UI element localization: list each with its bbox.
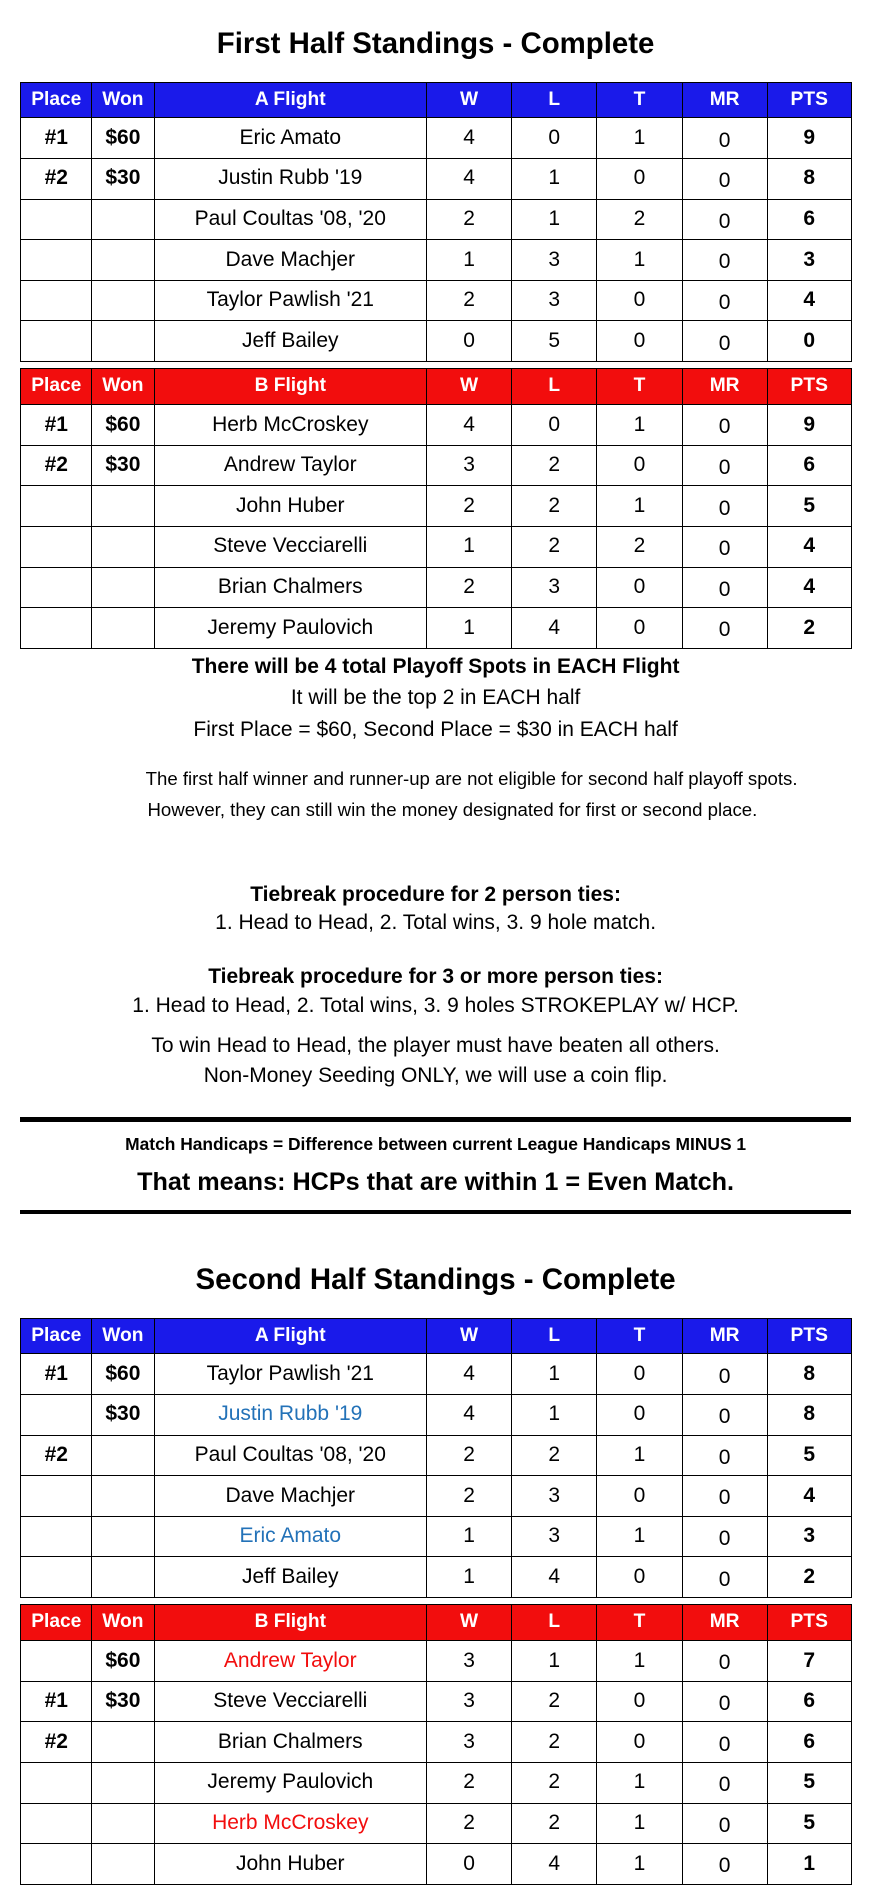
name-cell: Jeremy Paulovich <box>154 1762 426 1803</box>
w-cell: 4 <box>426 1354 511 1395</box>
mr-cell: 0 <box>682 486 767 527</box>
l-cell: 1 <box>512 158 597 199</box>
playoff-line-2: First Place = $60, Second Place = $30 in EACH half <box>193 717 678 741</box>
table-row <box>21 199 851 240</box>
w-cell: 3 <box>426 1681 511 1722</box>
t-cell: 1 <box>597 405 682 446</box>
name-cell: Jeremy Paulovich <box>154 608 426 649</box>
playoff-heading: There will be 4 total Playoff Spots in EACH Flight <box>191 655 680 679</box>
t-cell: 0 <box>597 445 682 486</box>
t-cell: 0 <box>597 1722 682 1763</box>
t-cell: 1 <box>597 1641 682 1682</box>
pts-cell: 9 <box>767 405 851 446</box>
t-cell: 0 <box>597 1354 682 1395</box>
l-cell: 0 <box>512 118 597 159</box>
name-cell: Dave Machjer <box>154 1476 426 1517</box>
place-cell <box>21 199 92 240</box>
first-half-b-flight-table <box>20 368 851 648</box>
l-cell: 5 <box>512 321 597 362</box>
name-cell: Justin Rubb '19 <box>154 158 426 199</box>
w-cell: 2 <box>426 486 511 527</box>
place-cell <box>21 1641 92 1682</box>
table-row <box>21 1681 851 1722</box>
pts-cell: 8 <box>767 1354 851 1395</box>
pts-cell: 8 <box>767 1394 851 1435</box>
pts-cell: 3 <box>767 1516 851 1557</box>
l-cell: 4 <box>512 1557 597 1598</box>
l-cell: 2 <box>512 486 597 527</box>
place-cell <box>21 567 92 608</box>
first-half-title: First Half Standings - Complete <box>216 27 655 61</box>
eligibility-line-2: However, they can still win the money designated for first or second place. <box>147 799 758 821</box>
t-cell: 1 <box>597 1844 682 1885</box>
t-header: T <box>597 82 682 118</box>
won-cell <box>92 1435 154 1476</box>
second-half-title: Second Half Standings - Complete <box>195 1263 676 1297</box>
t-cell: 0 <box>597 1681 682 1722</box>
mr-cell: 0 <box>682 1476 767 1517</box>
mr-cell: 0 <box>682 526 767 567</box>
mr-cell: 0 <box>682 567 767 608</box>
table-row <box>21 1394 851 1435</box>
l-cell: 2 <box>512 1681 597 1722</box>
l-cell: 3 <box>512 240 597 281</box>
place-cell: #2 <box>21 1435 92 1476</box>
place-header: Place <box>21 1605 92 1641</box>
table-row <box>21 486 851 527</box>
pts-cell: 4 <box>767 280 851 321</box>
name-cell: Brian Chalmers <box>154 567 426 608</box>
table-row <box>21 526 851 567</box>
w-cell: 1 <box>426 1557 511 1598</box>
place-cell: #2 <box>21 1722 92 1763</box>
l-cell: 2 <box>512 1722 597 1763</box>
table-row <box>21 1803 851 1844</box>
name-cell: Taylor Pawlish '21 <box>154 1354 426 1395</box>
won-cell: $30 <box>92 1394 154 1435</box>
l-cell: 3 <box>512 280 597 321</box>
place-cell: #1 <box>21 1681 92 1722</box>
name-cell: Brian Chalmers <box>154 1722 426 1763</box>
place-header: Place <box>21 82 92 118</box>
table-row <box>21 1641 851 1682</box>
mr-header: MR <box>682 369 767 405</box>
place-cell <box>21 1394 92 1435</box>
table-row <box>21 405 851 446</box>
place-cell <box>21 1803 92 1844</box>
table-row <box>21 1516 851 1557</box>
t-header: T <box>597 369 682 405</box>
won-cell: $60 <box>92 1641 154 1682</box>
won-cell <box>92 1844 154 1885</box>
mr-cell: 0 <box>682 240 767 281</box>
won-cell <box>92 240 154 281</box>
w-cell: 1 <box>426 240 511 281</box>
w-cell: 0 <box>426 1844 511 1885</box>
l-cell: 1 <box>512 1641 597 1682</box>
t-cell: 0 <box>597 1557 682 1598</box>
l-cell: 0 <box>512 405 597 446</box>
table-row <box>21 280 851 321</box>
won-cell <box>92 608 154 649</box>
mr-cell: 0 <box>682 118 767 159</box>
table-row <box>21 608 851 649</box>
name-cell: Herb McCroskey <box>154 405 426 446</box>
first-half-a-flight-table <box>20 82 851 362</box>
t-cell: 0 <box>597 1394 682 1435</box>
divider-top <box>20 1117 850 1122</box>
pts-cell: 6 <box>767 445 851 486</box>
pts-cell: 6 <box>767 199 851 240</box>
name-cell: Steve Vecciarelli <box>154 1681 426 1722</box>
mr-cell: 0 <box>682 199 767 240</box>
won-header: Won <box>92 369 154 405</box>
place-cell <box>21 1516 92 1557</box>
l-cell: 3 <box>512 567 597 608</box>
mr-cell: 0 <box>682 1722 767 1763</box>
w-cell: 3 <box>426 1641 511 1682</box>
table-row <box>21 1762 851 1803</box>
flight-header: B Flight <box>154 1605 426 1641</box>
pts-cell: 4 <box>767 1476 851 1517</box>
pts-cell: 1 <box>767 1844 851 1885</box>
won-cell: $60 <box>92 405 154 446</box>
won-cell: $30 <box>92 158 154 199</box>
pts-header: PTS <box>767 1605 851 1641</box>
l-header: L <box>512 82 597 118</box>
name-cell: Dave Machjer <box>154 240 426 281</box>
won-cell <box>92 526 154 567</box>
won-cell <box>92 1476 154 1517</box>
place-cell <box>21 280 92 321</box>
w-cell: 2 <box>426 280 511 321</box>
t-header: T <box>597 1318 682 1354</box>
l-cell: 2 <box>512 1762 597 1803</box>
t-cell: 1 <box>597 1762 682 1803</box>
coin-flip-note: Non-Money Seeding ONLY, we will use a coin flip. <box>203 1064 668 1088</box>
mr-cell: 0 <box>682 1681 767 1722</box>
pts-cell: 4 <box>767 526 851 567</box>
place-cell <box>21 1762 92 1803</box>
table-row <box>21 118 851 159</box>
won-cell <box>92 199 154 240</box>
won-header: Won <box>92 1318 154 1354</box>
w-cell: 2 <box>426 567 511 608</box>
mr-cell: 0 <box>682 321 767 362</box>
eligibility-line-1: The first half winner and runner-up are not eligible for second half playoff spots. <box>145 768 798 789</box>
table-row <box>21 1722 851 1763</box>
place-header: Place <box>21 369 92 405</box>
place-cell <box>21 321 92 362</box>
won-cell <box>92 1803 154 1844</box>
w-cell: 3 <box>426 445 511 486</box>
won-cell <box>92 280 154 321</box>
mr-header: MR <box>682 82 767 118</box>
place-cell <box>21 1844 92 1885</box>
l-cell: 4 <box>512 608 597 649</box>
place-cell: #1 <box>21 118 92 159</box>
pts-cell: 9 <box>767 118 851 159</box>
name-cell: Taylor Pawlish '21 <box>154 280 426 321</box>
head-to-head-note: To win Head to Head, the player must have beaten all others. <box>151 1034 720 1058</box>
mr-cell: 0 <box>682 1516 767 1557</box>
pts-cell: 7 <box>767 1641 851 1682</box>
w-cell: 2 <box>426 199 511 240</box>
won-cell <box>92 1516 154 1557</box>
t-cell: 0 <box>597 158 682 199</box>
w-cell: 0 <box>426 321 511 362</box>
name-cell: Jeff Bailey <box>154 1557 426 1598</box>
name-cell: Eric Amato <box>154 118 426 159</box>
pts-header: PTS <box>767 369 851 405</box>
won-header: Won <box>92 1605 154 1641</box>
t-cell: 1 <box>597 1516 682 1557</box>
mr-header: MR <box>682 1605 767 1641</box>
t-cell: 0 <box>597 321 682 362</box>
mr-cell: 0 <box>682 1762 767 1803</box>
pts-cell: 2 <box>767 1557 851 1598</box>
name-cell: Paul Coultas '08, '20 <box>154 199 426 240</box>
second-half-a-flight-table <box>20 1318 851 1598</box>
pts-cell: 6 <box>767 1722 851 1763</box>
w-cell: 4 <box>426 118 511 159</box>
tiebreak-3-heading: Tiebreak procedure for 3 or more person ties: <box>208 964 663 988</box>
w-header: W <box>426 1318 511 1354</box>
mr-cell: 0 <box>682 1354 767 1395</box>
won-cell: $30 <box>92 1681 154 1722</box>
w-cell: 2 <box>426 1435 511 1476</box>
w-cell: 2 <box>426 1803 511 1844</box>
table-row <box>21 321 851 362</box>
table-row <box>21 1844 851 1885</box>
l-header: L <box>512 369 597 405</box>
won-cell <box>92 1762 154 1803</box>
table-row <box>21 158 851 199</box>
name-cell: Eric Amato <box>154 1516 426 1557</box>
pts-cell: 5 <box>767 1803 851 1844</box>
pts-cell: 4 <box>767 567 851 608</box>
mr-cell: 0 <box>682 405 767 446</box>
mr-cell: 0 <box>682 608 767 649</box>
l-header: L <box>512 1318 597 1354</box>
won-cell <box>92 486 154 527</box>
second-half-b-flight-table <box>20 1604 851 1884</box>
name-cell: John Huber <box>154 1844 426 1885</box>
table-header-row <box>21 1318 851 1354</box>
table-header-row <box>21 369 851 405</box>
place-cell: #2 <box>21 158 92 199</box>
t-cell: 2 <box>597 199 682 240</box>
name-cell: John Huber <box>154 486 426 527</box>
pts-cell: 5 <box>767 1435 851 1476</box>
won-cell <box>92 1722 154 1763</box>
place-cell <box>21 486 92 527</box>
w-header: W <box>426 369 511 405</box>
name-cell: Jeff Bailey <box>154 321 426 362</box>
place-cell <box>21 1476 92 1517</box>
mr-cell: 0 <box>682 1394 767 1435</box>
w-cell: 2 <box>426 1762 511 1803</box>
l-cell: 2 <box>512 1435 597 1476</box>
t-cell: 1 <box>597 118 682 159</box>
won-cell <box>92 1557 154 1598</box>
won-cell <box>92 321 154 362</box>
mr-cell: 0 <box>682 158 767 199</box>
handicap-line-1: Match Handicaps = Difference between current League Handicaps MINUS 1 <box>125 1134 747 1154</box>
mr-header: MR <box>682 1318 767 1354</box>
won-header: Won <box>92 82 154 118</box>
pts-cell: 0 <box>767 321 851 362</box>
table-row <box>21 240 851 281</box>
mr-cell: 0 <box>682 1803 767 1844</box>
l-header: L <box>512 1605 597 1641</box>
l-cell: 3 <box>512 1516 597 1557</box>
l-cell: 2 <box>512 526 597 567</box>
l-cell: 3 <box>512 1476 597 1517</box>
name-cell: Justin Rubb '19 <box>154 1394 426 1435</box>
l-cell: 4 <box>512 1844 597 1885</box>
place-cell <box>21 1557 92 1598</box>
table-row <box>21 445 851 486</box>
table-row <box>21 567 851 608</box>
w-cell: 1 <box>426 1516 511 1557</box>
l-cell: 1 <box>512 1354 597 1395</box>
t-cell: 2 <box>597 526 682 567</box>
t-cell: 0 <box>597 1476 682 1517</box>
handicap-line-2: That means: HCPs that are within 1 = Even Match. <box>137 1167 735 1196</box>
w-cell: 4 <box>426 158 511 199</box>
l-cell: 1 <box>512 199 597 240</box>
mr-cell: 0 <box>682 1557 767 1598</box>
won-cell: $60 <box>92 118 154 159</box>
table-row <box>21 1557 851 1598</box>
pts-header: PTS <box>767 1318 851 1354</box>
mr-cell: 0 <box>682 1641 767 1682</box>
flight-header: A Flight <box>154 1318 426 1354</box>
place-cell: #1 <box>21 405 92 446</box>
name-cell: Paul Coultas '08, '20 <box>154 1435 426 1476</box>
won-cell <box>92 567 154 608</box>
mr-cell: 0 <box>682 445 767 486</box>
w-cell: 1 <box>426 526 511 567</box>
table-row <box>21 1476 851 1517</box>
name-cell: Andrew Taylor <box>154 445 426 486</box>
pts-header: PTS <box>767 82 851 118</box>
tiebreak-3-text: 1. Head to Head, 2. Total wins, 3. 9 holes STROKEPLAY w/ HCP. <box>132 993 739 1017</box>
won-cell: $60 <box>92 1354 154 1395</box>
tiebreak-2-heading: Tiebreak procedure for 2 person ties: <box>250 883 621 907</box>
name-cell: Andrew Taylor <box>154 1641 426 1682</box>
playoff-line-1: It will be the top 2 in EACH half <box>290 686 581 710</box>
l-cell: 2 <box>512 445 597 486</box>
t-cell: 0 <box>597 567 682 608</box>
t-cell: 0 <box>597 280 682 321</box>
w-header: W <box>426 1605 511 1641</box>
pts-cell: 5 <box>767 1762 851 1803</box>
t-cell: 1 <box>597 486 682 527</box>
flight-header: A Flight <box>154 82 426 118</box>
t-cell: 1 <box>597 240 682 281</box>
w-cell: 4 <box>426 405 511 446</box>
w-header: W <box>426 82 511 118</box>
w-cell: 3 <box>426 1722 511 1763</box>
table-row <box>21 1435 851 1476</box>
l-cell: 2 <box>512 1803 597 1844</box>
table-row <box>21 1354 851 1395</box>
t-cell: 0 <box>597 608 682 649</box>
mr-cell: 0 <box>682 1844 767 1885</box>
flight-header: B Flight <box>154 369 426 405</box>
place-header: Place <box>21 1318 92 1354</box>
table-header-row <box>21 82 851 118</box>
t-header: T <box>597 1605 682 1641</box>
place-cell <box>21 240 92 281</box>
t-cell: 1 <box>597 1435 682 1476</box>
place-cell: #1 <box>21 1354 92 1395</box>
place-cell: #2 <box>21 445 92 486</box>
name-cell: Steve Vecciarelli <box>154 526 426 567</box>
name-cell: Herb McCroskey <box>154 1803 426 1844</box>
pts-cell: 3 <box>767 240 851 281</box>
tiebreak-2-text: 1. Head to Head, 2. Total wins, 3. 9 hole match. <box>215 910 657 934</box>
pts-cell: 2 <box>767 608 851 649</box>
mr-cell: 0 <box>682 280 767 321</box>
divider-bottom <box>20 1210 850 1215</box>
w-cell: 1 <box>426 608 511 649</box>
table-header-row <box>21 1605 851 1641</box>
mr-cell: 0 <box>682 1435 767 1476</box>
place-cell <box>21 608 92 649</box>
t-cell: 1 <box>597 1803 682 1844</box>
l-cell: 1 <box>512 1394 597 1435</box>
pts-cell: 8 <box>767 158 851 199</box>
place-cell <box>21 526 92 567</box>
pts-cell: 5 <box>767 486 851 527</box>
pts-cell: 6 <box>767 1681 851 1722</box>
w-cell: 2 <box>426 1476 511 1517</box>
w-cell: 4 <box>426 1394 511 1435</box>
won-cell: $30 <box>92 445 154 486</box>
